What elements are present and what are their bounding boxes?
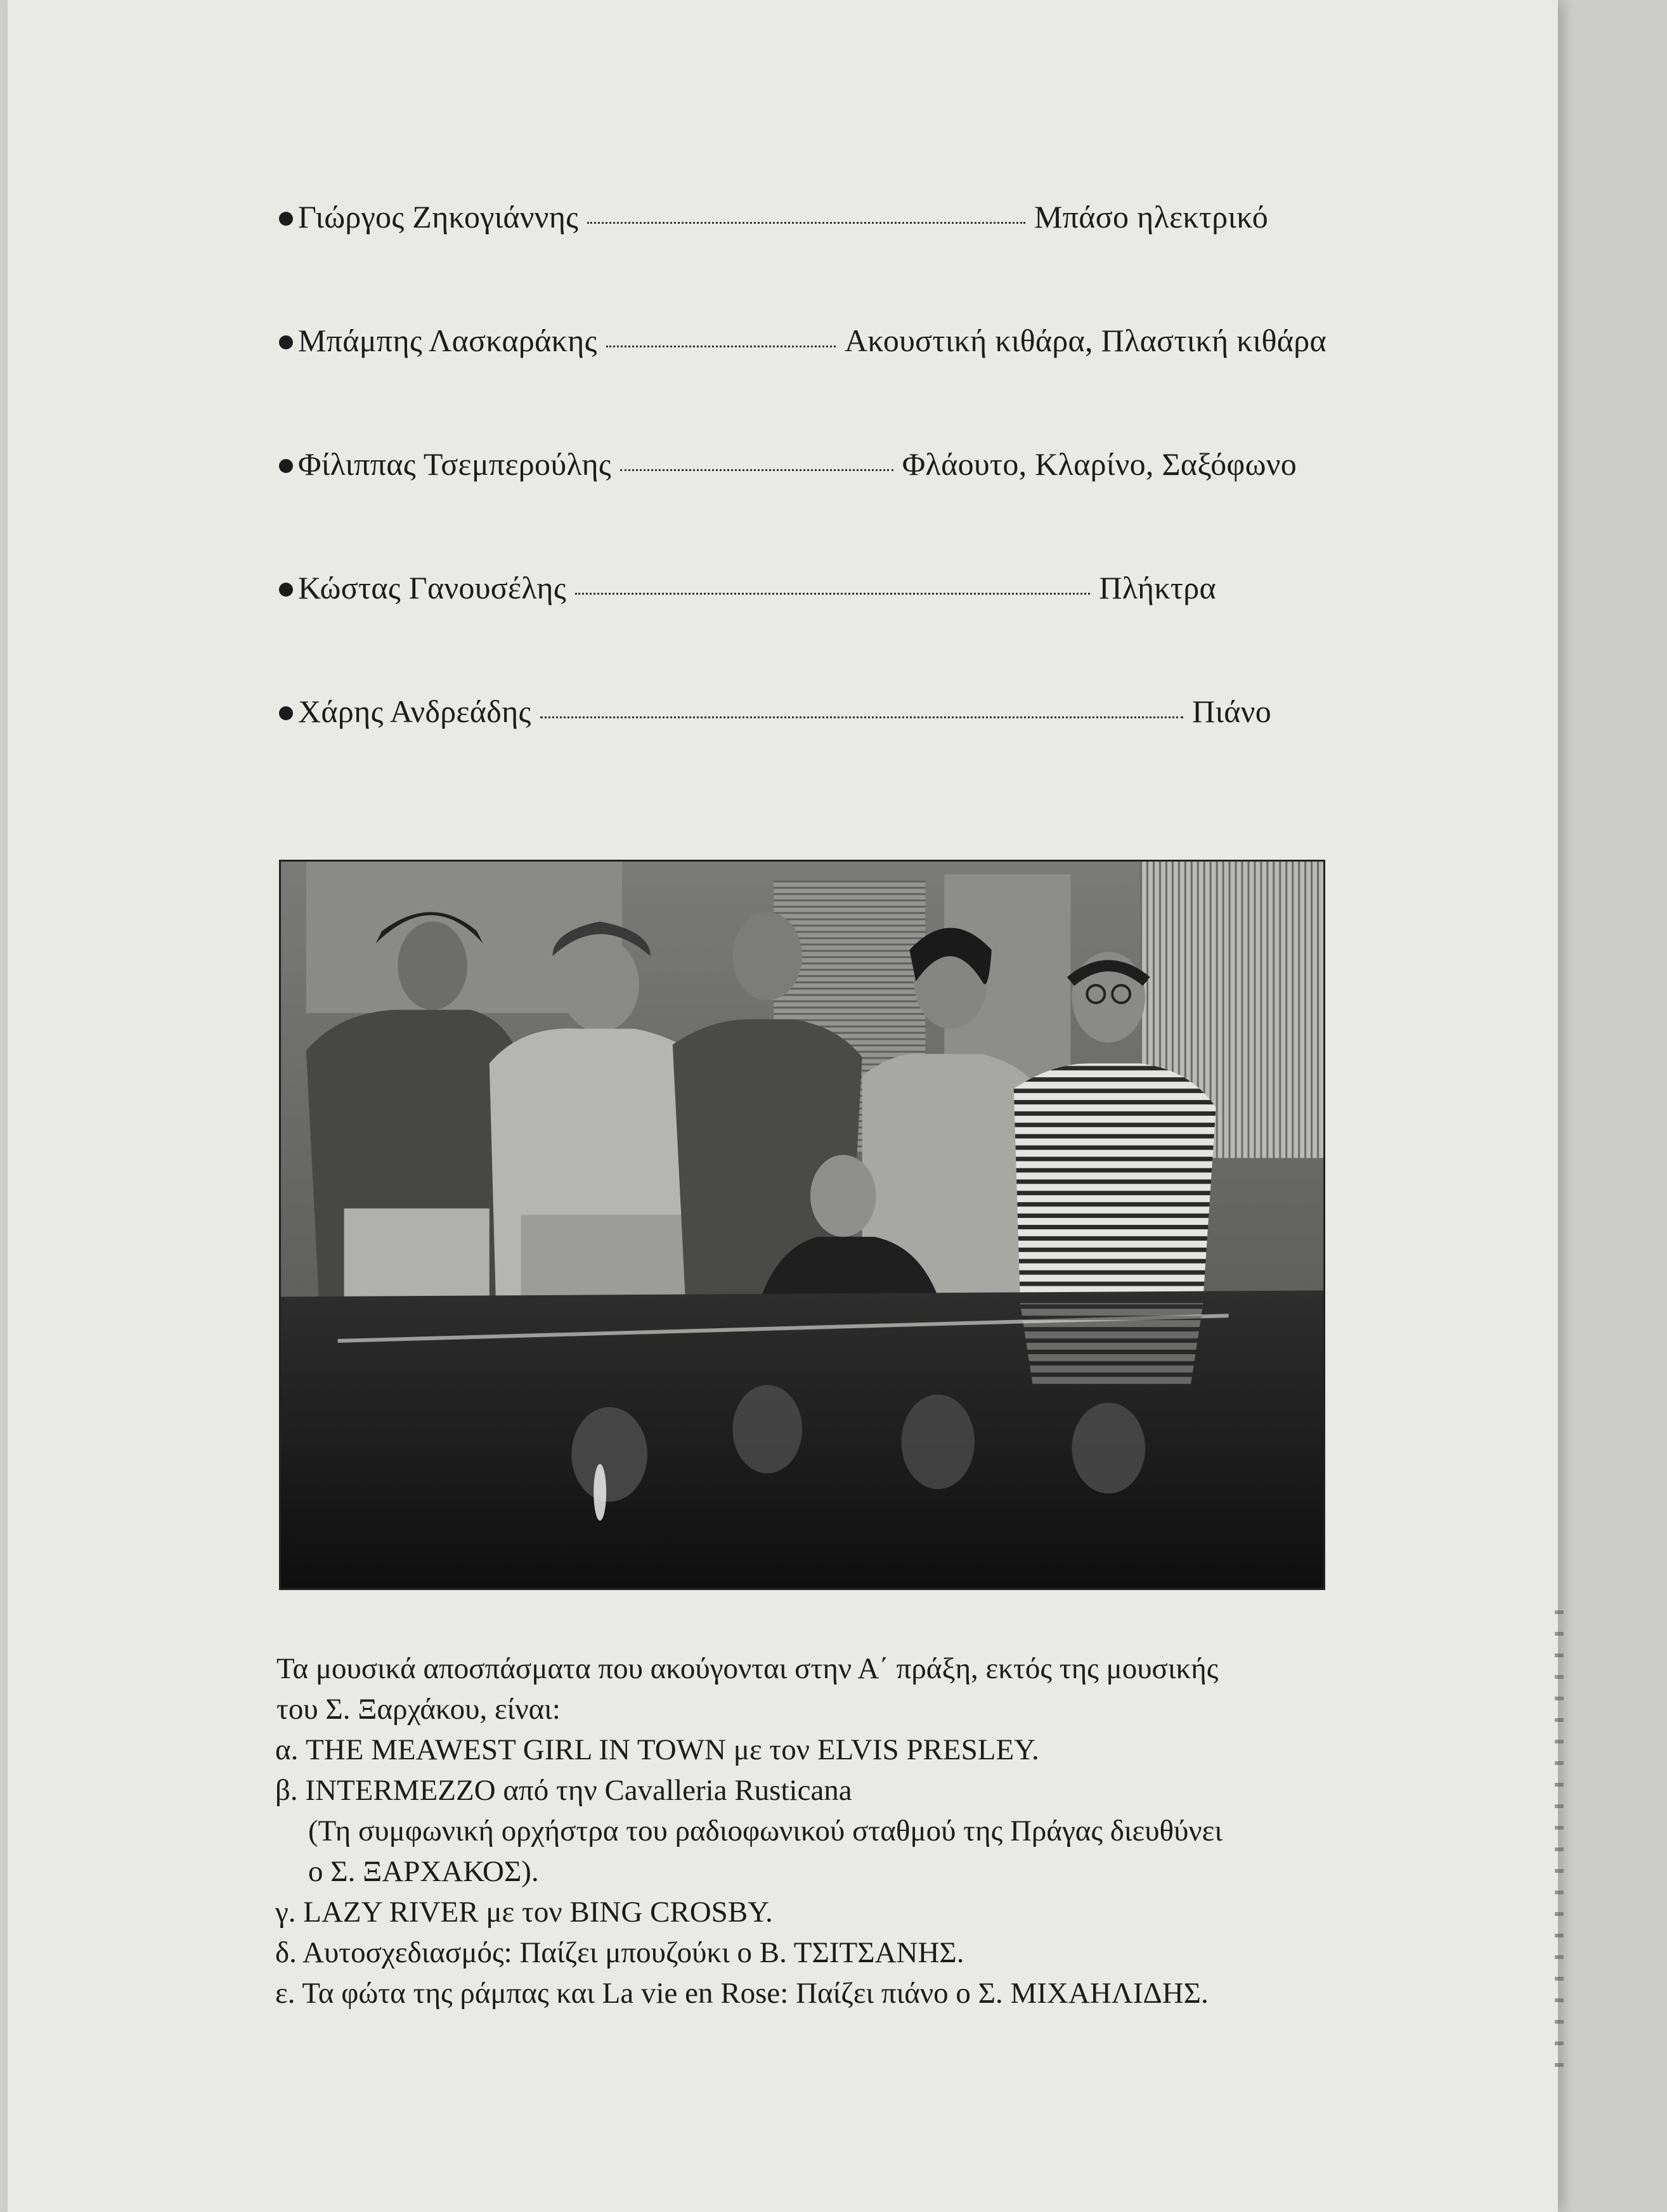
notes-item: γ. LAZY RIVER με τον BING CROSBY.: [275, 1896, 773, 1929]
musician-name: Γιώργος Ζηκογιάννης: [298, 199, 579, 235]
musician-name: Χάρης Ανδρεάδης: [298, 694, 531, 729]
bullet-icon: [279, 706, 293, 720]
instrument: Ακουστική κιθάρα, Πλαστική κιθάρα: [845, 323, 1326, 358]
instrument: Πλήκτρα: [1099, 570, 1216, 605]
notes-item: α. THE MEAWEST GIRL IN TOWN με τον ELVIS PRESLEY.: [275, 1733, 1039, 1766]
bullet-icon: [279, 335, 293, 349]
adjacent-page-edge: [1558, 0, 1667, 2212]
credit-row: [279, 198, 1268, 243]
notes-item-continuation: (Τη συμφωνική ορχήστρα του ραδιοφωνικού σταθμού της Πράγας διευθύνει: [308, 1814, 1223, 1847]
dot-leader: [606, 346, 836, 347]
bullet-icon: [279, 583, 293, 597]
band-photo: [279, 860, 1325, 1590]
bullet-icon: [279, 459, 293, 473]
page: [8, 0, 1558, 2212]
notes-item-continuation: ο Σ. ΞΑΡΧΑΚΟΣ).: [308, 1855, 539, 1888]
notes-intro-line: του Σ. Ξαρχάκου, είναι:: [276, 1693, 561, 1726]
instrument: Φλάουτο, Κλαρίνο, Σαξόφωνο: [902, 446, 1297, 482]
musician-name: Μπάμπης Λασκαράκης: [298, 323, 597, 358]
credit-row: [279, 446, 1297, 490]
dot-leader: [620, 469, 893, 471]
music-excerpts-notes: [275, 1648, 1353, 2014]
dot-leader: [540, 716, 1183, 718]
musician-credits-list: [8, 0, 1558, 792]
dot-leader: [575, 593, 1090, 595]
credit-row: [279, 693, 1271, 737]
instrument: Μπάσο ηλεκτρικό: [1034, 199, 1268, 235]
notes-item: β. INTERMEZZO από την Cavalleria Rusticana: [275, 1774, 852, 1807]
credit-row: [279, 322, 1326, 366]
musician-name: Κώστας Γανουσέλης: [298, 570, 566, 605]
notes-intro-line: Τα μουσικά αποσπάσματα που ακούγονται στην Α΄ πράξη, εκτός της μουσικής: [276, 1652, 1219, 1685]
instrument: Πιάνο: [1192, 694, 1271, 729]
credit-row: [279, 569, 1216, 614]
band-photo-illustration: [281, 862, 1323, 1588]
dot-leader: [587, 222, 1025, 224]
bullet-icon: [279, 212, 293, 226]
notes-item: ε. Τα φώτα της ράμπας και La vie en Rose: Παίζει πιάνο ο Σ. ΜΙΧΑΗΛΙΔΗΣ.: [275, 1977, 1209, 2010]
musician-name: Φίλιππας Τσεμπερούλης: [298, 446, 612, 482]
notes-item: δ. Αυτοσχεδιασμός: Παίζει μπουζούκι ο Β. ΤΣΙΤΣΑΝΗΣ.: [275, 1936, 964, 1969]
page-edge-marks: [1555, 1610, 1564, 2067]
